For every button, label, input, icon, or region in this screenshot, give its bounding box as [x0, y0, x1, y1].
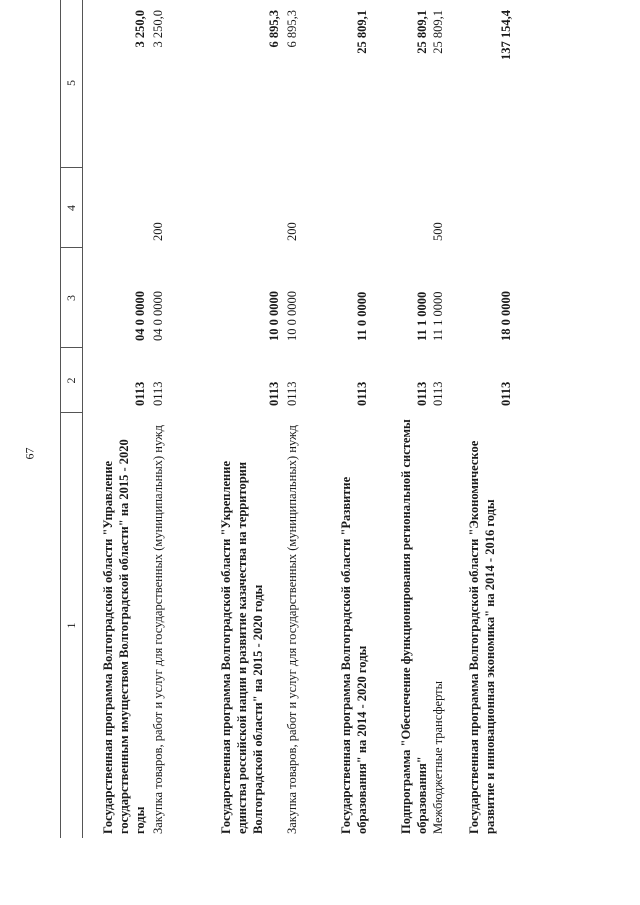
header-bottom-border — [82, 0, 83, 838]
header-col-5: 5 — [64, 80, 78, 86]
row-target-code: 04 0 0000 — [151, 291, 165, 341]
row-section-code: 0113 — [285, 381, 299, 406]
row-target-code: 10 0 0000 — [285, 291, 299, 341]
row-section-code: 0113 — [151, 381, 165, 406]
row-description: Закупка товаров, работ и услуг для государственных (муниципальных) нужд — [151, 424, 165, 834]
header-col-4: 4 — [64, 205, 78, 211]
row-amount: 137 154,4 — [499, 10, 513, 60]
row-description: Государственная программа Волгоградской области "Управление государственным имуществом Волгоградской области" на 2015 - 2020 годы — [101, 439, 147, 834]
row-amount: 6 895,3 — [267, 10, 281, 48]
row-amount: 3 250,0 — [151, 10, 165, 48]
row-amount: 25 809,1 — [415, 10, 429, 54]
row-amount: 25 809,1 — [431, 10, 445, 54]
row-description: Подпрограмма "Обеспечение функционирования региональной системы образования" — [399, 419, 429, 834]
row-section-code: 0113 — [267, 381, 281, 406]
row-target-code: 11 0 0000 — [355, 291, 369, 341]
page-number: 67 — [22, 447, 37, 460]
row-amount: 6 895,3 — [285, 10, 299, 48]
row-section-code: 0113 — [499, 381, 513, 406]
row-expense-type: 200 — [285, 222, 299, 241]
row-description: Государственная программа Волгоградской области "Экономическое развитие и инновационная экономика" на 2014 - 2016 годы — [467, 440, 497, 834]
row-section-code: 0113 — [355, 381, 369, 406]
row-target-code: 11 1 0000 — [415, 291, 429, 341]
row-amount: 25 809,1 — [355, 10, 369, 54]
budget-table — [60, 0, 630, 838]
row-target-code: 10 0 0000 — [267, 291, 281, 341]
row-section-code: 0113 — [431, 381, 445, 406]
row-expense-type: 500 — [431, 222, 445, 241]
row-target-code: 04 0 0000 — [133, 291, 147, 341]
header-col-1: 1 — [64, 622, 78, 629]
header-col-2: 2 — [64, 377, 78, 384]
row-target-code: 18 0 0000 — [499, 291, 513, 341]
header-col-3: 3 — [64, 295, 78, 301]
row-target-code: 11 1 0000 — [431, 291, 445, 341]
row-description: Государственная программа Волгоградской области "Укрепление единства российской нации и развитие казачества на территории Волгоградской области" на 2015 - 2020 годы — [219, 461, 265, 834]
row-expense-type: 200 — [151, 222, 165, 241]
row-description: Межбюджетные трансферты — [431, 680, 445, 834]
row-amount: 3 250,0 — [133, 10, 147, 48]
row-description: Государственная программа Волгоградской области "Развитие образования" на 2014 - 2020 годы — [339, 476, 369, 834]
row-section-code: 0113 — [133, 381, 147, 406]
row-description: Закупка товаров, работ и услуг для государственных (муниципальных) нужд — [285, 424, 299, 834]
row-section-code: 0113 — [415, 381, 429, 406]
